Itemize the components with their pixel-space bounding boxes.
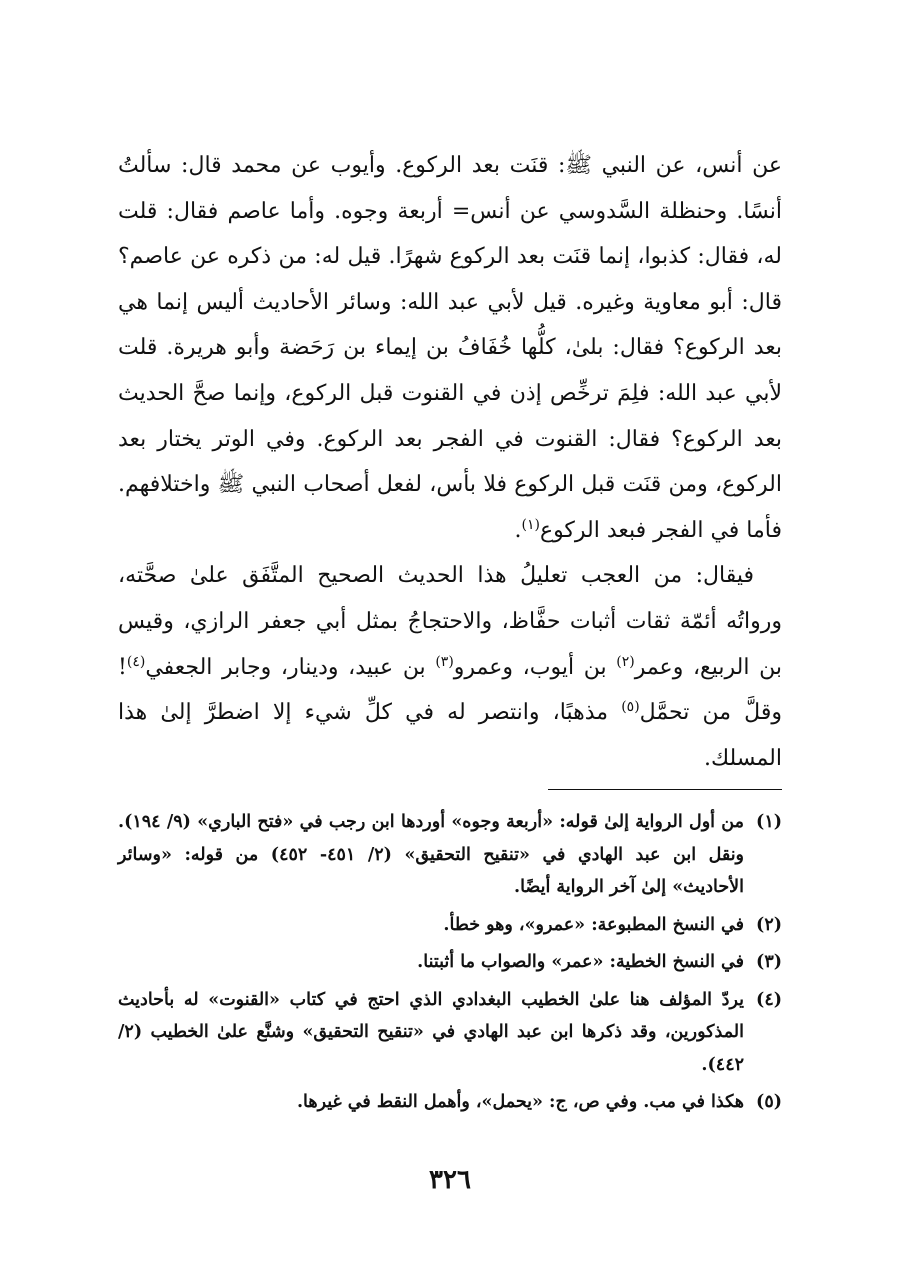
footnote-number: (٥) bbox=[756, 1092, 782, 1112]
footnote-item bbox=[118, 984, 782, 1082]
main-text bbox=[118, 143, 782, 781]
paragraph-2-seg3: بن عبيد، ودينار، وجابر الجعفي bbox=[145, 654, 436, 680]
paragraph-2-seg5: مذهبًا، وانتصر له في كلِّ شيء إلا اضطرَّ إلىٰ هذا المسلك. bbox=[118, 700, 782, 771]
footnote-divider bbox=[548, 789, 782, 790]
footnote-item bbox=[118, 1086, 782, 1119]
page-number: ٣٢٦ bbox=[429, 1165, 471, 1195]
footnote-number: (٢) bbox=[756, 914, 782, 935]
paragraph-2-seg2: بن أيوب، وعمرو bbox=[453, 654, 617, 680]
footnote-text: هكذا في مب. وفي ص، ج: «يحمل»، وأهمل النقط في غيرها. bbox=[296, 1092, 744, 1112]
footnote-text: في النسخ المطبوعة: «عمرو»، وهو خطأ. bbox=[443, 914, 744, 935]
footnote-item bbox=[118, 806, 782, 904]
footnote-text: يردّ المؤلف هنا علىٰ الخطيب البغدادي الذي احتج في كتاب «القنوت» له بأحاديث المذكورين، وقد ذكرها ابن عبد الهادي في «تنقيح التحقيق» وشنَّع علىٰ الخطيب (٢/ ٤٤٢). bbox=[118, 989, 744, 1075]
paragraph-2-seg1: فيقال: من العجب تعليلُ هذا الحديث الصحيح المتَّفَق علىٰ صحَّته، ورواتُه أئمّة ثقات أثبات حفَّاظ، والاحتجاجُ بمثل أبي جعفر الرازي، وقيس بن الربيع، وعمر bbox=[118, 563, 782, 680]
footnote-number: (٣) bbox=[756, 952, 782, 972]
paragraph-2-seg4: ! وقلَّ من تحمَّل bbox=[118, 654, 782, 726]
footnote-ref-4[interactable]: (٤) bbox=[126, 653, 146, 670]
footnote-text: في النسخ الخطية: «عمر» والصواب ما أثبتنا. bbox=[417, 952, 744, 972]
paragraph-1-end: . bbox=[514, 517, 522, 543]
footnotes bbox=[118, 806, 782, 1124]
footnote-ref-2[interactable]: (٢) bbox=[616, 653, 635, 670]
paragraph-1 bbox=[118, 143, 782, 553]
footnote-item bbox=[118, 946, 782, 979]
footnote-number: (١) bbox=[756, 812, 782, 832]
footnote-number: (٤) bbox=[756, 989, 782, 1010]
footnote-text: من أول الرواية إلىٰ قوله: «أربعة وجوه» أوردها ابن رجب في «فتح الباري» (٩/ ١٩٤). ونقل ابن عبد الهادي في «تنقيح التحقيق» (٢/ ٤٥١- ٤٥٢) من قوله: «وسائر الأحاديث» إلىٰ آخر الرواية أيضًا. bbox=[118, 812, 745, 897]
footnote-ref-3[interactable]: (٣) bbox=[435, 653, 454, 670]
footnote-ref-1[interactable]: (١) bbox=[521, 516, 540, 533]
paragraph-1-text: عن أنس، عن النبي ﷺ: قنَت بعد الركوع. وأيوب عن محمد قال: سألتُ أنسًا. وحنظلة السَّدوسي عن أنس= أربعة وجوه. وأما عاصم فقال: قلت له، فقال: كذبوا، إنما قنَت بعد الركوع شهرًا. قيل له: من ذكره عن عاصم؟ قال: أبو معاوية وغيره. قيل لأبي عبد الله: وسائر الأحاديث أليس إنما هي بعد الركوع؟ فقال: بلىٰ، كلُّها خُفَافُ بن إيماء بن رَحَضة وأبو هريرة. قلت لأبي عبد الله: فلِمَ ترخِّص إذن في القنوت قبل الركوع، وإنما صحَّ الحديث بعد الركوع؟ فقال: القنوت في الفجر بعد الركوع. وفي الوتر يختار بعد الركوع، ومن قنَت قبل الركوع فلا بأس، لفعل أصحاب النبي ﷺ واختلافهم. فأما في الفجر فبعد الركوع bbox=[118, 153, 782, 543]
footnote-ref-5[interactable]: (٥) bbox=[621, 699, 640, 716]
paragraph-2 bbox=[118, 553, 782, 781]
footnote-item bbox=[118, 909, 782, 942]
